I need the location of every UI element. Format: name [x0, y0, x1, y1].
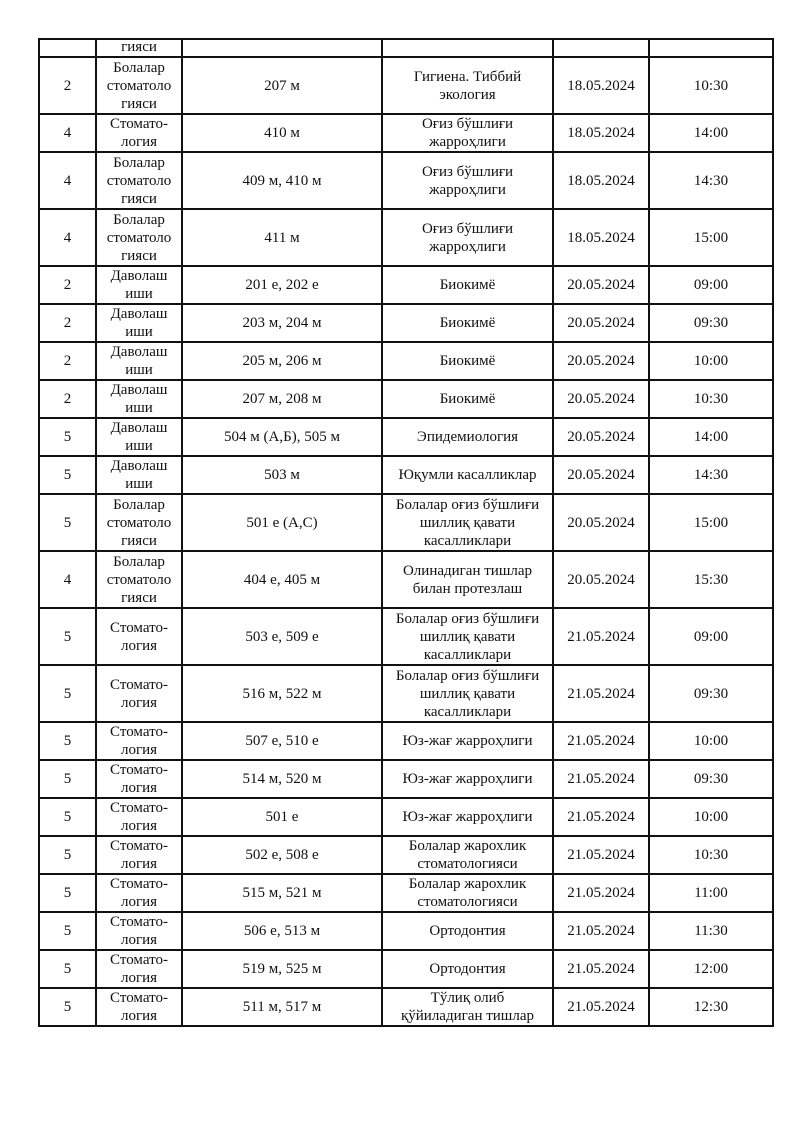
date-cell: 21.05.2024	[553, 722, 649, 760]
time-cell: 14:00	[649, 114, 773, 152]
date-cell: 21.05.2024	[553, 874, 649, 912]
course-cell: 2	[39, 304, 96, 342]
group-cell: 501 е	[182, 798, 382, 836]
date-cell: 20.05.2024	[553, 494, 649, 551]
faculty-cell: Стомато- логия	[96, 836, 182, 874]
table-row	[39, 342, 773, 380]
course-cell: 4	[39, 114, 96, 152]
date-cell: 21.05.2024	[553, 798, 649, 836]
course-cell: 2	[39, 57, 96, 114]
table-row	[39, 209, 773, 266]
subject-cell: Болалар оғиз бўшлиғи шиллиқ қавати касалликлари	[382, 608, 553, 665]
subject-cell: Биокимё	[382, 304, 553, 342]
table-row	[39, 760, 773, 798]
group-cell: 506 е, 513 м	[182, 912, 382, 950]
date-cell: 20.05.2024	[553, 551, 649, 608]
time-cell: 09:00	[649, 608, 773, 665]
table-row	[39, 551, 773, 608]
subject-cell: Юз-жағ жарроҳлиги	[382, 760, 553, 798]
faculty-cell: Болалар стоматоло гияси	[96, 57, 182, 114]
group-cell: 516 м, 522 м	[182, 665, 382, 722]
table-row	[39, 950, 773, 988]
table-row	[39, 266, 773, 304]
group-cell: 503 е, 509 е	[182, 608, 382, 665]
date-cell: 20.05.2024	[553, 304, 649, 342]
table-row	[39, 114, 773, 152]
course-cell: 2	[39, 342, 96, 380]
table-row	[39, 874, 773, 912]
subject-cell: Биокимё	[382, 266, 553, 304]
course-cell: 2	[39, 380, 96, 418]
schedule-table	[38, 38, 774, 1027]
time-cell: 09:00	[649, 266, 773, 304]
group-cell	[182, 39, 382, 57]
faculty-cell: Даволаш иши	[96, 304, 182, 342]
subject-cell: Ортодонтия	[382, 950, 553, 988]
time-cell: 14:30	[649, 152, 773, 209]
date-cell: 18.05.2024	[553, 114, 649, 152]
group-cell: 501 е (А,С)	[182, 494, 382, 551]
time-cell: 14:30	[649, 456, 773, 494]
faculty-cell: Стомато- логия	[96, 665, 182, 722]
faculty-cell: Стомато- логия	[96, 760, 182, 798]
group-cell: 203 м, 204 м	[182, 304, 382, 342]
course-cell: 5	[39, 456, 96, 494]
table-row	[39, 418, 773, 456]
time-cell: 14:00	[649, 418, 773, 456]
faculty-cell: Стомато- логия	[96, 988, 182, 1026]
group-cell: 511 м, 517 м	[182, 988, 382, 1026]
course-cell	[39, 39, 96, 57]
date-cell: 18.05.2024	[553, 209, 649, 266]
date-cell: 18.05.2024	[553, 152, 649, 209]
date-cell: 20.05.2024	[553, 266, 649, 304]
group-cell: 410 м	[182, 114, 382, 152]
date-cell: 21.05.2024	[553, 608, 649, 665]
subject-cell: Болалар жарохлик стоматологияси	[382, 836, 553, 874]
group-cell: 515 м, 521 м	[182, 874, 382, 912]
time-cell: 10:30	[649, 57, 773, 114]
course-cell: 5	[39, 950, 96, 988]
faculty-cell: гияси	[96, 39, 182, 57]
date-cell: 21.05.2024	[553, 950, 649, 988]
faculty-cell: Даволаш иши	[96, 266, 182, 304]
table-row	[39, 836, 773, 874]
time-cell: 15:00	[649, 494, 773, 551]
subject-cell: Биокимё	[382, 380, 553, 418]
subject-cell: Оғиз бўшлиғи жарроҳлиги	[382, 209, 553, 266]
faculty-cell: Болалар стоматоло гияси	[96, 209, 182, 266]
date-cell	[553, 39, 649, 57]
faculty-cell: Стомато- логия	[96, 874, 182, 912]
table-row	[39, 665, 773, 722]
subject-cell: Болалар оғиз бўшлиғи шиллиқ қавати касалликлари	[382, 665, 553, 722]
table-row	[39, 988, 773, 1026]
group-cell: 514 м, 520 м	[182, 760, 382, 798]
subject-cell: Ортодонтия	[382, 912, 553, 950]
faculty-cell: Стомато- логия	[96, 608, 182, 665]
date-cell: 21.05.2024	[553, 912, 649, 950]
subject-cell: Болалар жарохлик стоматологияси	[382, 874, 553, 912]
group-cell: 411 м	[182, 209, 382, 266]
faculty-cell: Стомато- логия	[96, 114, 182, 152]
table-row	[39, 912, 773, 950]
subject-cell: Юқумли касалликлар	[382, 456, 553, 494]
course-cell: 5	[39, 798, 96, 836]
time-cell: 10:30	[649, 836, 773, 874]
group-cell: 502 е, 508 е	[182, 836, 382, 874]
course-cell: 5	[39, 494, 96, 551]
course-cell: 5	[39, 874, 96, 912]
faculty-cell: Даволаш иши	[96, 418, 182, 456]
date-cell: 20.05.2024	[553, 418, 649, 456]
time-cell: 10:00	[649, 722, 773, 760]
course-cell: 5	[39, 722, 96, 760]
date-cell: 18.05.2024	[553, 57, 649, 114]
course-cell: 5	[39, 418, 96, 456]
date-cell: 21.05.2024	[553, 988, 649, 1026]
group-cell: 503 м	[182, 456, 382, 494]
time-cell: 12:30	[649, 988, 773, 1026]
faculty-cell: Стомато- логия	[96, 798, 182, 836]
subject-cell: Олинадиган тишлар билан протезлаш	[382, 551, 553, 608]
table-row	[39, 304, 773, 342]
faculty-cell: Стомато- логия	[96, 722, 182, 760]
subject-cell: Юз-жағ жарроҳлиги	[382, 798, 553, 836]
faculty-cell: Даволаш иши	[96, 456, 182, 494]
faculty-cell: Даволаш иши	[96, 342, 182, 380]
time-cell: 15:00	[649, 209, 773, 266]
time-cell: 11:00	[649, 874, 773, 912]
subject-cell: Тўлиқ олиб қўйиладиган тишлар	[382, 988, 553, 1026]
subject-cell: Эпидемиология	[382, 418, 553, 456]
faculty-cell: Болалар стоматоло гияси	[96, 152, 182, 209]
date-cell: 20.05.2024	[553, 456, 649, 494]
subject-cell: Болалар оғиз бўшлиғи шиллиқ қавати касалликлари	[382, 494, 553, 551]
time-cell: 15:30	[649, 551, 773, 608]
group-cell: 207 м, 208 м	[182, 380, 382, 418]
table-row	[39, 152, 773, 209]
time-cell: 11:30	[649, 912, 773, 950]
table-row	[39, 722, 773, 760]
time-cell: 10:00	[649, 798, 773, 836]
date-cell: 21.05.2024	[553, 836, 649, 874]
table-row	[39, 57, 773, 114]
date-cell: 20.05.2024	[553, 380, 649, 418]
course-cell: 4	[39, 209, 96, 266]
course-cell: 5	[39, 760, 96, 798]
date-cell: 20.05.2024	[553, 342, 649, 380]
group-cell: 519 м, 525 м	[182, 950, 382, 988]
group-cell: 201 е, 202 е	[182, 266, 382, 304]
group-cell: 504 м (А,Б), 505 м	[182, 418, 382, 456]
time-cell: 12:00	[649, 950, 773, 988]
time-cell: 09:30	[649, 665, 773, 722]
group-cell: 404 е, 405 м	[182, 551, 382, 608]
subject-cell: Оғиз бўшлиғи жарроҳлиги	[382, 114, 553, 152]
time-cell: 09:30	[649, 304, 773, 342]
faculty-cell: Даволаш иши	[96, 380, 182, 418]
table-row	[39, 39, 773, 57]
time-cell: 09:30	[649, 760, 773, 798]
faculty-cell: Стомато- логия	[96, 912, 182, 950]
course-cell: 4	[39, 551, 96, 608]
group-cell: 207 м	[182, 57, 382, 114]
time-cell: 10:30	[649, 380, 773, 418]
course-cell: 5	[39, 665, 96, 722]
faculty-cell: Болалар стоматоло гияси	[96, 494, 182, 551]
date-cell: 21.05.2024	[553, 665, 649, 722]
subject-cell: Юз-жағ жарроҳлиги	[382, 722, 553, 760]
group-cell: 409 м, 410 м	[182, 152, 382, 209]
time-cell: 10:00	[649, 342, 773, 380]
time-cell	[649, 39, 773, 57]
faculty-cell: Стомато- логия	[96, 950, 182, 988]
group-cell: 205 м, 206 м	[182, 342, 382, 380]
course-cell: 5	[39, 988, 96, 1026]
faculty-cell: Болалар стоматоло гияси	[96, 551, 182, 608]
date-cell: 21.05.2024	[553, 760, 649, 798]
course-cell: 5	[39, 608, 96, 665]
table-row	[39, 494, 773, 551]
course-cell: 2	[39, 266, 96, 304]
course-cell: 5	[39, 836, 96, 874]
course-cell: 4	[39, 152, 96, 209]
subject-cell: Гигиена. Тиббий экология	[382, 57, 553, 114]
table-row	[39, 380, 773, 418]
table-row	[39, 608, 773, 665]
subject-cell	[382, 39, 553, 57]
subject-cell: Биокимё	[382, 342, 553, 380]
table-row	[39, 456, 773, 494]
table-row	[39, 798, 773, 836]
schedule-body	[39, 39, 773, 1026]
group-cell: 507 е, 510 е	[182, 722, 382, 760]
course-cell: 5	[39, 912, 96, 950]
subject-cell: Оғиз бўшлиғи жарроҳлиги	[382, 152, 553, 209]
